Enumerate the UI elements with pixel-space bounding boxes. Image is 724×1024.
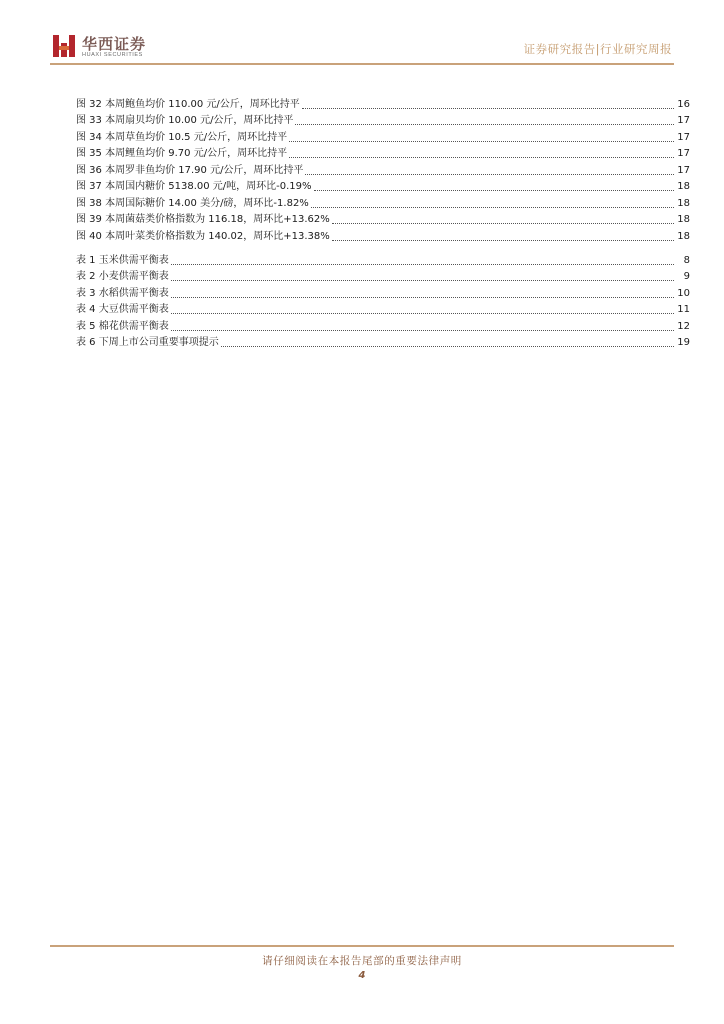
toc-entry-label: 表 2 小麦供需平衡表 bbox=[76, 271, 169, 282]
toc-entry-page: 9 bbox=[683, 271, 690, 282]
dot-leader bbox=[171, 263, 674, 265]
dot-leader bbox=[171, 279, 674, 281]
page-header bbox=[0, 0, 724, 70]
toc-entry-page: 12 bbox=[677, 320, 690, 332]
table-toc-row[interactable] bbox=[76, 300, 690, 317]
toc-entry-label: 图 35 本周鲤鱼均价 9.70 元/公斤，周环比持平 bbox=[76, 148, 288, 159]
dot-leader bbox=[289, 156, 674, 158]
figure-list bbox=[76, 94, 690, 243]
table-list bbox=[76, 250, 690, 349]
toc-entry-page: 16 bbox=[677, 98, 690, 110]
figure-toc-row[interactable] bbox=[76, 111, 690, 128]
toc-entry-label: 图 33 本周扇贝均价 10.00 元/公斤，周环比持平 bbox=[76, 115, 294, 126]
dot-leader bbox=[302, 107, 674, 109]
report-type: 证券研究报告|行业研究周报 bbox=[523, 42, 672, 56]
page-number: 4 bbox=[358, 970, 366, 981]
figure-toc-row[interactable] bbox=[76, 193, 690, 210]
toc-entry-page: 17 bbox=[677, 131, 690, 143]
toc-entry-label: 图 34 本周草鱼均价 10.5 元/公斤，周环比持平 bbox=[76, 131, 288, 143]
legal-notice: 请仔细阅读在本报告尾部的重要法律声明 bbox=[262, 955, 462, 967]
dot-leader bbox=[332, 222, 674, 224]
footer-divider bbox=[50, 945, 674, 947]
huaxi-logo-icon bbox=[52, 33, 76, 59]
toc-entry-label: 图 40 本周叶菜类价格指数为 140.02，周环比+13.38% bbox=[76, 230, 330, 242]
table-toc-row[interactable] bbox=[76, 283, 690, 300]
toc-entry-label: 图 38 本周国际糖价 14.00 美分/磅，周环比-1.82% bbox=[76, 197, 309, 209]
toc-entry-page: 11 bbox=[677, 304, 690, 315]
toc-entry-page: 10 bbox=[677, 287, 690, 299]
toc-entry-page: 17 bbox=[677, 115, 690, 126]
toc-entry-page: 18 bbox=[677, 197, 690, 209]
figure-toc-row[interactable] bbox=[76, 144, 690, 161]
dot-leader bbox=[311, 206, 674, 208]
toc-entry-page: 8 bbox=[683, 254, 690, 266]
figure-toc-row[interactable] bbox=[76, 226, 690, 243]
figure-toc-row[interactable] bbox=[76, 94, 690, 111]
dot-leader bbox=[171, 296, 674, 298]
toc-entry-label: 图 39 本周菌菇类价格指数为 116.18，周环比+13.62% bbox=[76, 214, 330, 225]
toc-entry-label: 图 32 本周鲍鱼均价 110.00 元/公斤，周环比持平 bbox=[76, 98, 300, 110]
toc-entry-label: 表 6 下周上市公司重要事项提示 bbox=[76, 337, 219, 348]
dot-leader bbox=[171, 312, 674, 314]
table-toc-row[interactable] bbox=[76, 333, 690, 350]
dot-leader bbox=[295, 123, 674, 125]
figure-toc-row[interactable] bbox=[76, 127, 690, 144]
toc-entry-label: 图 37 本周国内糖价 5138.00 元/吨，周环比-0.19% bbox=[76, 181, 312, 192]
figure-toc-row[interactable] bbox=[76, 210, 690, 227]
dot-leader bbox=[314, 189, 674, 191]
dot-leader bbox=[171, 329, 674, 331]
toc-entry-label: 图 36 本周罗非鱼均价 17.90 元/公斤，周环比持平 bbox=[76, 164, 304, 176]
toc-entry-page: 18 bbox=[677, 230, 690, 242]
dot-leader bbox=[221, 345, 674, 347]
toc-entry-label: 表 1 玉米供需平衡表 bbox=[76, 254, 169, 266]
figure-toc-row[interactable] bbox=[76, 160, 690, 177]
dot-leader bbox=[305, 173, 674, 175]
header-divider bbox=[50, 63, 674, 65]
table-toc-row[interactable] bbox=[76, 316, 690, 333]
brand-name-en: HUAXI SECURITIES bbox=[82, 52, 143, 58]
toc-entry-label: 表 3 水稻供需平衡表 bbox=[76, 287, 169, 299]
toc-entry-page: 18 bbox=[677, 181, 690, 192]
brand-name: 华西证券 bbox=[82, 35, 147, 53]
toc-entry-page: 17 bbox=[677, 164, 690, 176]
toc-entry-label: 表 4 大豆供需平衡表 bbox=[76, 304, 169, 315]
table-toc-row[interactable] bbox=[76, 250, 690, 267]
figure-toc-row[interactable] bbox=[76, 177, 690, 194]
table-toc-row[interactable] bbox=[76, 267, 690, 284]
toc-entry-page: 19 bbox=[677, 337, 690, 348]
toc-entry-label: 表 5 棉花供需平衡表 bbox=[76, 320, 169, 332]
toc-entry-page: 17 bbox=[677, 148, 690, 159]
dot-leader bbox=[289, 140, 674, 142]
toc-entry-page: 18 bbox=[677, 214, 690, 225]
dot-leader bbox=[332, 239, 674, 241]
